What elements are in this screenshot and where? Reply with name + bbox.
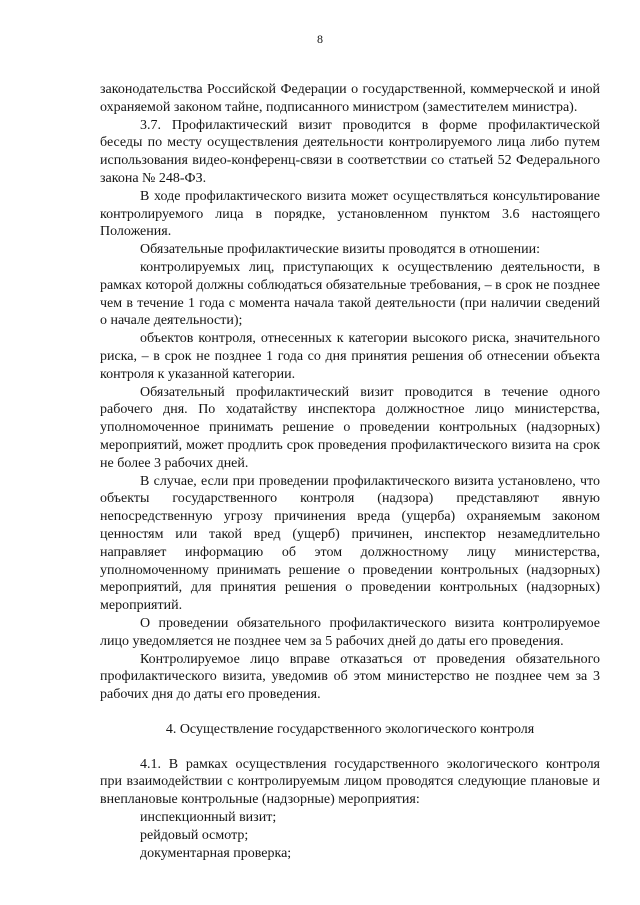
paragraph-visit-duration: Обязательный профилактический визит проводится в течение одного рабочего дня. По ходатайству инспектора должностное лицо министерства, уполномоченное принимать решение о проведении контрольных (надзорных) мероприятий, может продлить срок проведения профилактического визита на срок не более 3 рабочих дней. (100, 384, 600, 471)
paragraph-mandatory-visits: Обязательные профилактические визиты проводятся в отношении: (140, 242, 540, 258)
paragraph-consultation: В ходе профилактического визита может осуществляться консультирование контролируемого лица в порядке, установленном пунктом 3.6 настоящего Положения. (100, 188, 600, 240)
paragraph-threat-case: В случае, если при проведении профилактического визита установлено, что объекты государственного контроля (надзора) представляют явную непосредственную угрозу причинения вреда (ущерба) охраняемым законом ценностям или такой вред (ущерб) причинен, инспектор незамедлительно направляет информацию об этом должностному лицу министерства, уполномоченному принимать решение о проведении контрольных (надзорных) мероприятий, для принятия решения о проведении контрольных (надзорных) мероприятий. (100, 473, 600, 614)
section-heading: 4. Осуществление государственного экологического контроля (165, 721, 535, 737)
list-item: инспекционный визит; (140, 810, 277, 826)
page-number: 8 (317, 32, 323, 46)
paragraph-4-1: 4.1. В рамках осуществления государственного экологического контроля при взаимодействии с контролируемым лицом проводятся следующие плановые и внеплановые контрольные (надзорные) мероприятия: (100, 756, 600, 808)
paragraph-notification: О проведении обязательного профилактического визита контролируемое лицо уведомляется не позднее чем за 5 рабочих дней до даты его проведения. (100, 615, 600, 649)
paragraph-refusal: Контролируемое лицо вправе отказаться от проведения обязательного профилактического визита, уведомив об этом министерство не позднее чем за 3 рабочих дня до даты его проведения. (100, 651, 600, 703)
paragraph-control-objects: объектов контроля, отнесенных к категории высокого риска, значительного риска, – в срок не позднее 1 года со дня принятия решения об отнесении объекта контроля к указанной категории. (100, 331, 600, 382)
paragraph-controlled-persons: контролируемых лиц, приступающих к осуществлению деятельности, в рамках которой должны соблюдаться обязательные требования, – в срок не позднее чем в течение 1 года с момента начала такой деятельности (при наличии сведений о начале деятельности); (100, 259, 600, 329)
paragraph-3-7: 3.7. Профилактический визит проводится в форме профилактической беседы по месту осуществления деятельности контролируемого лица либо путем использования видео-конференц-связи в соответствии со статьей 52 Федерального закона № 248-ФЗ. (100, 117, 600, 186)
paragraph-continuation: законодательства Российской Федерации о государственной, коммерческой и иной охраняемой законом тайне, подписанного министром (заместителем министра). (100, 82, 600, 115)
document-body (100, 81, 600, 862)
list-item: документарная проверка; (140, 845, 292, 861)
list-item: рейдовый осмотр; (140, 827, 249, 843)
